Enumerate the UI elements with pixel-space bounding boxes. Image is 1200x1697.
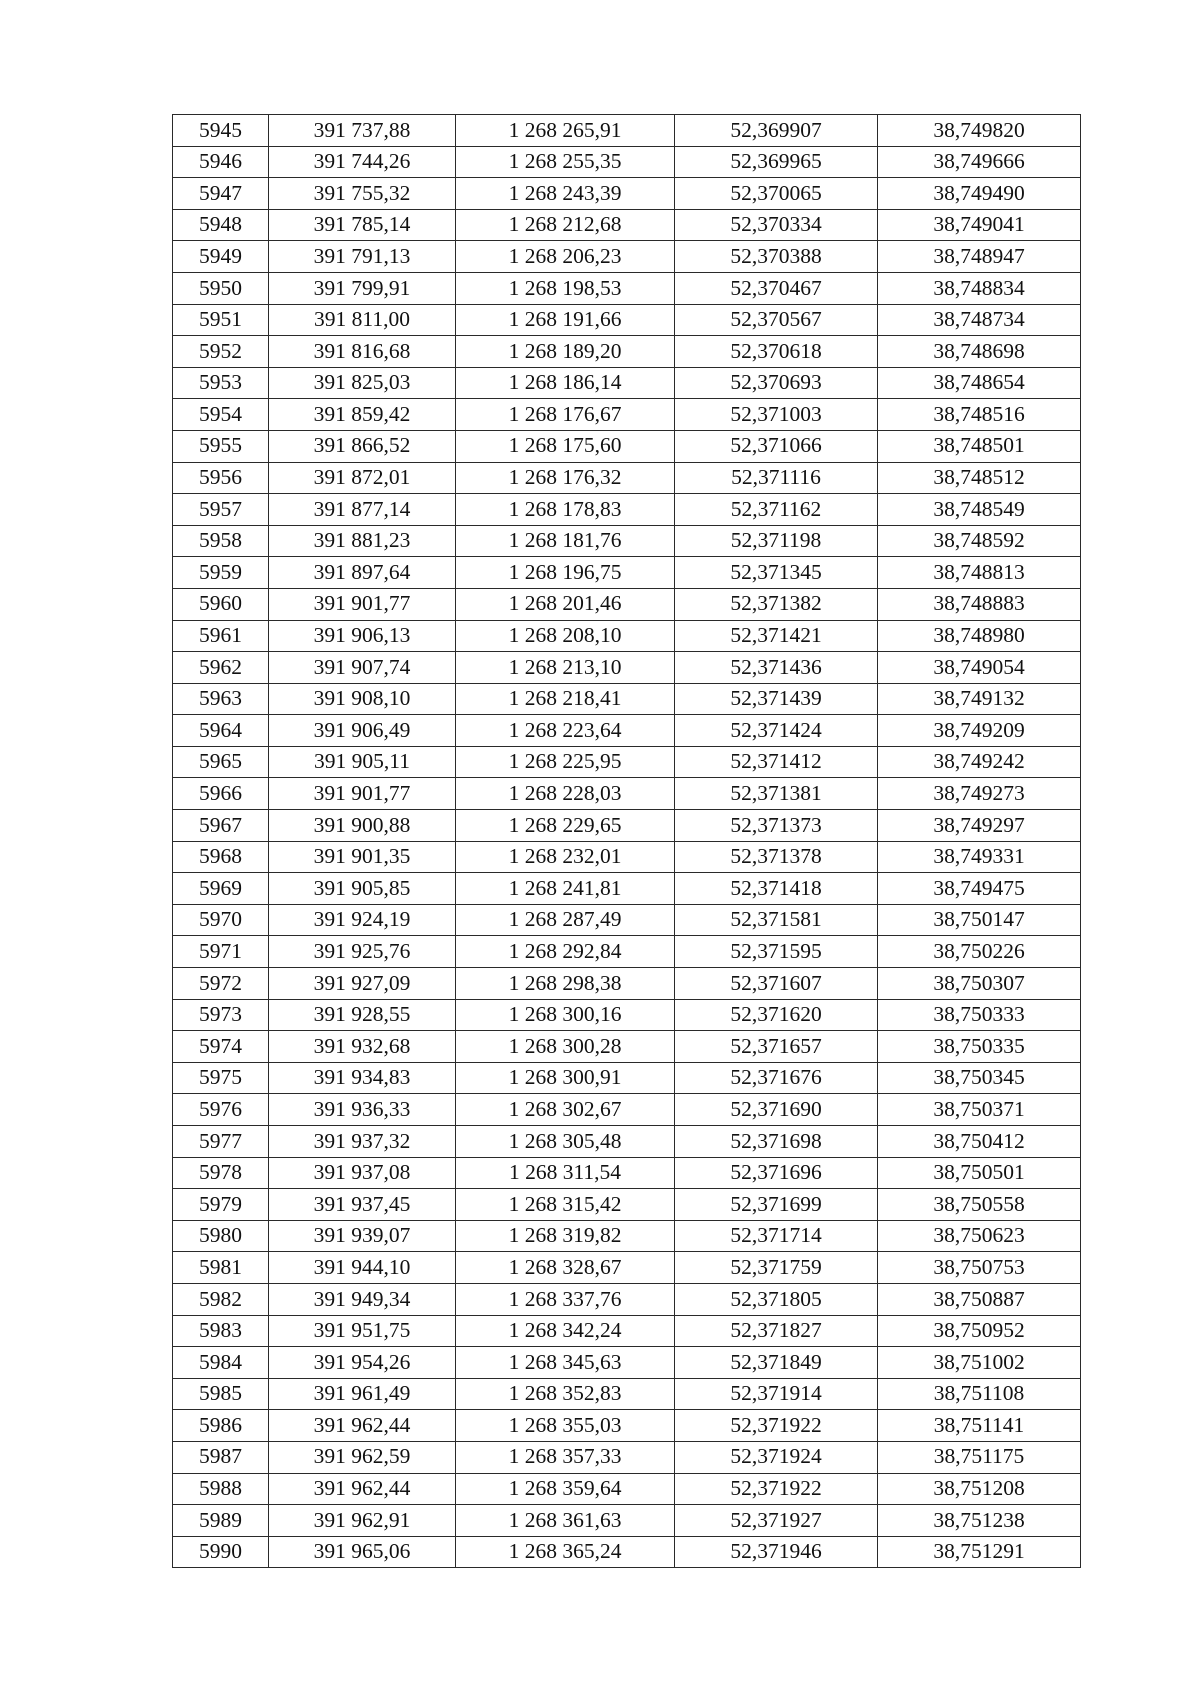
table-row	[173, 683, 1081, 715]
table-row	[173, 1536, 1081, 1568]
table-row	[173, 1157, 1081, 1189]
table-row	[173, 841, 1081, 873]
latitude-cell: 52,371198	[675, 525, 878, 557]
latitude-cell: 52,371698	[675, 1126, 878, 1158]
longitude-cell: 38,748734	[878, 304, 1081, 336]
latitude-cell: 52,370065	[675, 178, 878, 210]
longitude-cell: 38,751108	[878, 1378, 1081, 1410]
table-row	[173, 1031, 1081, 1063]
x-coordinate-cell: 391 936,33	[269, 1094, 456, 1126]
point-number-cell: 5989	[173, 1505, 269, 1537]
point-number-cell: 5973	[173, 999, 269, 1031]
y-coordinate-cell: 1 268 365,24	[456, 1536, 675, 1568]
latitude-cell: 52,371927	[675, 1505, 878, 1537]
table-row	[173, 968, 1081, 1000]
point-number-cell: 5962	[173, 652, 269, 684]
y-coordinate-cell: 1 268 191,66	[456, 304, 675, 336]
latitude-cell: 52,371849	[675, 1347, 878, 1379]
table-row	[173, 1094, 1081, 1126]
x-coordinate-cell: 391 901,77	[269, 778, 456, 810]
x-coordinate-cell: 391 859,42	[269, 399, 456, 431]
x-coordinate-cell: 391 962,44	[269, 1473, 456, 1505]
table-row	[173, 272, 1081, 304]
point-number-cell: 5947	[173, 178, 269, 210]
coordinates-table	[172, 114, 1081, 1568]
y-coordinate-cell: 1 268 243,39	[456, 178, 675, 210]
x-coordinate-cell: 391 881,23	[269, 525, 456, 557]
point-number-cell: 5984	[173, 1347, 269, 1379]
x-coordinate-cell: 391 901,35	[269, 841, 456, 873]
table-row	[173, 778, 1081, 810]
table-row	[173, 1315, 1081, 1347]
longitude-cell: 38,748512	[878, 462, 1081, 494]
x-coordinate-cell: 391 937,32	[269, 1126, 456, 1158]
y-coordinate-cell: 1 268 287,49	[456, 904, 675, 936]
y-coordinate-cell: 1 268 241,81	[456, 873, 675, 905]
x-coordinate-cell: 391 908,10	[269, 683, 456, 715]
longitude-cell: 38,748698	[878, 336, 1081, 368]
y-coordinate-cell: 1 268 206,23	[456, 241, 675, 273]
longitude-cell: 38,751175	[878, 1441, 1081, 1473]
longitude-cell: 38,751291	[878, 1536, 1081, 1568]
y-coordinate-cell: 1 268 212,68	[456, 209, 675, 241]
y-coordinate-cell: 1 268 315,42	[456, 1189, 675, 1221]
x-coordinate-cell: 391 924,19	[269, 904, 456, 936]
point-number-cell: 5971	[173, 936, 269, 968]
y-coordinate-cell: 1 268 178,83	[456, 494, 675, 526]
table-row	[173, 746, 1081, 778]
x-coordinate-cell: 391 755,32	[269, 178, 456, 210]
point-number-cell: 5986	[173, 1410, 269, 1442]
longitude-cell: 38,749666	[878, 146, 1081, 178]
table-row	[173, 115, 1081, 147]
longitude-cell: 38,749297	[878, 810, 1081, 842]
x-coordinate-cell: 391 944,10	[269, 1252, 456, 1284]
latitude-cell: 52,371412	[675, 746, 878, 778]
point-number-cell: 5977	[173, 1126, 269, 1158]
y-coordinate-cell: 1 268 196,75	[456, 557, 675, 589]
longitude-cell: 38,749041	[878, 209, 1081, 241]
point-number-cell: 5975	[173, 1062, 269, 1094]
latitude-cell: 52,371595	[675, 936, 878, 968]
point-number-cell: 5980	[173, 1220, 269, 1252]
point-number-cell: 5951	[173, 304, 269, 336]
x-coordinate-cell: 391 949,34	[269, 1283, 456, 1315]
table-row	[173, 588, 1081, 620]
table-row	[173, 557, 1081, 589]
y-coordinate-cell: 1 268 302,67	[456, 1094, 675, 1126]
longitude-cell: 38,750952	[878, 1315, 1081, 1347]
x-coordinate-cell: 391 939,07	[269, 1220, 456, 1252]
longitude-cell: 38,750345	[878, 1062, 1081, 1094]
y-coordinate-cell: 1 268 361,63	[456, 1505, 675, 1537]
point-number-cell: 5987	[173, 1441, 269, 1473]
table-row	[173, 810, 1081, 842]
longitude-cell: 38,749475	[878, 873, 1081, 905]
y-coordinate-cell: 1 268 300,91	[456, 1062, 675, 1094]
y-coordinate-cell: 1 268 300,28	[456, 1031, 675, 1063]
latitude-cell: 52,370467	[675, 272, 878, 304]
longitude-cell: 38,750558	[878, 1189, 1081, 1221]
y-coordinate-cell: 1 268 175,60	[456, 430, 675, 462]
point-number-cell: 5968	[173, 841, 269, 873]
y-coordinate-cell: 1 268 300,16	[456, 999, 675, 1031]
y-coordinate-cell: 1 268 225,95	[456, 746, 675, 778]
longitude-cell: 38,750412	[878, 1126, 1081, 1158]
longitude-cell: 38,748592	[878, 525, 1081, 557]
y-coordinate-cell: 1 268 298,38	[456, 968, 675, 1000]
table-row	[173, 1189, 1081, 1221]
point-number-cell: 5967	[173, 810, 269, 842]
y-coordinate-cell: 1 268 176,32	[456, 462, 675, 494]
table-row	[173, 652, 1081, 684]
x-coordinate-cell: 391 811,00	[269, 304, 456, 336]
y-coordinate-cell: 1 268 213,10	[456, 652, 675, 684]
longitude-cell: 38,748549	[878, 494, 1081, 526]
point-number-cell: 5964	[173, 715, 269, 747]
longitude-cell: 38,750147	[878, 904, 1081, 936]
table-row	[173, 1347, 1081, 1379]
point-number-cell: 5960	[173, 588, 269, 620]
x-coordinate-cell: 391 744,26	[269, 146, 456, 178]
latitude-cell: 52,370567	[675, 304, 878, 336]
latitude-cell: 52,371378	[675, 841, 878, 873]
table-row	[173, 178, 1081, 210]
latitude-cell: 52,371581	[675, 904, 878, 936]
point-number-cell: 5985	[173, 1378, 269, 1410]
point-number-cell: 5982	[173, 1283, 269, 1315]
table-row	[173, 1473, 1081, 1505]
point-number-cell: 5970	[173, 904, 269, 936]
longitude-cell: 38,749132	[878, 683, 1081, 715]
y-coordinate-cell: 1 268 311,54	[456, 1157, 675, 1189]
table-row	[173, 715, 1081, 747]
latitude-cell: 52,371690	[675, 1094, 878, 1126]
latitude-cell: 52,371607	[675, 968, 878, 1000]
longitude-cell: 38,748516	[878, 399, 1081, 431]
point-number-cell: 5950	[173, 272, 269, 304]
y-coordinate-cell: 1 268 223,64	[456, 715, 675, 747]
y-coordinate-cell: 1 268 218,41	[456, 683, 675, 715]
y-coordinate-cell: 1 268 342,24	[456, 1315, 675, 1347]
y-coordinate-cell: 1 268 181,76	[456, 525, 675, 557]
x-coordinate-cell: 391 951,75	[269, 1315, 456, 1347]
point-number-cell: 5958	[173, 525, 269, 557]
y-coordinate-cell: 1 268 355,03	[456, 1410, 675, 1442]
latitude-cell: 52,371805	[675, 1283, 878, 1315]
table-row	[173, 936, 1081, 968]
table-row	[173, 399, 1081, 431]
latitude-cell: 52,371620	[675, 999, 878, 1031]
x-coordinate-cell: 391 962,91	[269, 1505, 456, 1537]
table-row	[173, 494, 1081, 526]
latitude-cell: 52,371699	[675, 1189, 878, 1221]
latitude-cell: 52,371439	[675, 683, 878, 715]
longitude-cell: 38,749273	[878, 778, 1081, 810]
x-coordinate-cell: 391 932,68	[269, 1031, 456, 1063]
point-number-cell: 5956	[173, 462, 269, 494]
longitude-cell: 38,748980	[878, 620, 1081, 652]
table-row	[173, 1283, 1081, 1315]
point-number-cell: 5946	[173, 146, 269, 178]
y-coordinate-cell: 1 268 345,63	[456, 1347, 675, 1379]
x-coordinate-cell: 391 872,01	[269, 462, 456, 494]
latitude-cell: 52,371162	[675, 494, 878, 526]
longitude-cell: 38,750307	[878, 968, 1081, 1000]
x-coordinate-cell: 391 866,52	[269, 430, 456, 462]
point-number-cell: 5983	[173, 1315, 269, 1347]
table-row	[173, 873, 1081, 905]
point-number-cell: 5966	[173, 778, 269, 810]
longitude-cell: 38,750335	[878, 1031, 1081, 1063]
y-coordinate-cell: 1 268 265,91	[456, 115, 675, 147]
longitude-cell: 38,749242	[878, 746, 1081, 778]
longitude-cell: 38,748813	[878, 557, 1081, 589]
point-number-cell: 5957	[173, 494, 269, 526]
point-number-cell: 5953	[173, 367, 269, 399]
latitude-cell: 52,371946	[675, 1536, 878, 1568]
latitude-cell: 52,369907	[675, 115, 878, 147]
y-coordinate-cell: 1 268 189,20	[456, 336, 675, 368]
point-number-cell: 5979	[173, 1189, 269, 1221]
table-row	[173, 1220, 1081, 1252]
point-number-cell: 5972	[173, 968, 269, 1000]
latitude-cell: 52,371676	[675, 1062, 878, 1094]
y-coordinate-cell: 1 268 352,83	[456, 1378, 675, 1410]
longitude-cell: 38,750753	[878, 1252, 1081, 1284]
table-row	[173, 999, 1081, 1031]
x-coordinate-cell: 391 877,14	[269, 494, 456, 526]
x-coordinate-cell: 391 937,45	[269, 1189, 456, 1221]
x-coordinate-cell: 391 962,44	[269, 1410, 456, 1442]
latitude-cell: 52,371922	[675, 1410, 878, 1442]
point-number-cell: 5974	[173, 1031, 269, 1063]
longitude-cell: 38,750226	[878, 936, 1081, 968]
longitude-cell: 38,750501	[878, 1157, 1081, 1189]
x-coordinate-cell: 391 791,13	[269, 241, 456, 273]
latitude-cell: 52,371714	[675, 1220, 878, 1252]
longitude-cell: 38,749490	[878, 178, 1081, 210]
latitude-cell: 52,371381	[675, 778, 878, 810]
x-coordinate-cell: 391 901,77	[269, 588, 456, 620]
latitude-cell: 52,371914	[675, 1378, 878, 1410]
y-coordinate-cell: 1 268 328,67	[456, 1252, 675, 1284]
longitude-cell: 38,748654	[878, 367, 1081, 399]
latitude-cell: 52,371116	[675, 462, 878, 494]
latitude-cell: 52,370618	[675, 336, 878, 368]
longitude-cell: 38,749820	[878, 115, 1081, 147]
y-coordinate-cell: 1 268 176,67	[456, 399, 675, 431]
latitude-cell: 52,370693	[675, 367, 878, 399]
x-coordinate-cell: 391 928,55	[269, 999, 456, 1031]
point-number-cell: 5952	[173, 336, 269, 368]
y-coordinate-cell: 1 268 255,35	[456, 146, 675, 178]
table-row	[173, 1410, 1081, 1442]
x-coordinate-cell: 391 907,74	[269, 652, 456, 684]
table-row	[173, 430, 1081, 462]
y-coordinate-cell: 1 268 337,76	[456, 1283, 675, 1315]
y-coordinate-cell: 1 268 186,14	[456, 367, 675, 399]
longitude-cell: 38,749331	[878, 841, 1081, 873]
latitude-cell: 52,371003	[675, 399, 878, 431]
point-number-cell: 5961	[173, 620, 269, 652]
x-coordinate-cell: 391 927,09	[269, 968, 456, 1000]
longitude-cell: 38,750371	[878, 1094, 1081, 1126]
latitude-cell: 52,371922	[675, 1473, 878, 1505]
x-coordinate-cell: 391 965,06	[269, 1536, 456, 1568]
latitude-cell: 52,371382	[675, 588, 878, 620]
longitude-cell: 38,750623	[878, 1220, 1081, 1252]
x-coordinate-cell: 391 905,11	[269, 746, 456, 778]
longitude-cell: 38,751002	[878, 1347, 1081, 1379]
latitude-cell: 52,370334	[675, 209, 878, 241]
point-number-cell: 5948	[173, 209, 269, 241]
latitude-cell: 52,369965	[675, 146, 878, 178]
latitude-cell: 52,371696	[675, 1157, 878, 1189]
point-number-cell: 5955	[173, 430, 269, 462]
table-row	[173, 146, 1081, 178]
point-number-cell: 5988	[173, 1473, 269, 1505]
latitude-cell: 52,371424	[675, 715, 878, 747]
longitude-cell: 38,748834	[878, 272, 1081, 304]
table-row	[173, 462, 1081, 494]
latitude-cell: 52,371345	[675, 557, 878, 589]
y-coordinate-cell: 1 268 232,01	[456, 841, 675, 873]
latitude-cell: 52,371924	[675, 1441, 878, 1473]
longitude-cell: 38,750887	[878, 1283, 1081, 1315]
longitude-cell: 38,751208	[878, 1473, 1081, 1505]
latitude-cell: 52,371066	[675, 430, 878, 462]
longitude-cell: 38,748947	[878, 241, 1081, 273]
y-coordinate-cell: 1 268 305,48	[456, 1126, 675, 1158]
x-coordinate-cell: 391 962,59	[269, 1441, 456, 1473]
point-number-cell: 5949	[173, 241, 269, 273]
longitude-cell: 38,749209	[878, 715, 1081, 747]
longitude-cell: 38,751141	[878, 1410, 1081, 1442]
point-number-cell: 5963	[173, 683, 269, 715]
table-row	[173, 1505, 1081, 1537]
latitude-cell: 52,370388	[675, 241, 878, 273]
table-row	[173, 1441, 1081, 1473]
y-coordinate-cell: 1 268 359,64	[456, 1473, 675, 1505]
latitude-cell: 52,371657	[675, 1031, 878, 1063]
table-row	[173, 1126, 1081, 1158]
table-row	[173, 209, 1081, 241]
x-coordinate-cell: 391 816,68	[269, 336, 456, 368]
y-coordinate-cell: 1 268 319,82	[456, 1220, 675, 1252]
x-coordinate-cell: 391 905,85	[269, 873, 456, 905]
point-number-cell: 5981	[173, 1252, 269, 1284]
latitude-cell: 52,371759	[675, 1252, 878, 1284]
coordinates-table-body	[173, 115, 1081, 1568]
point-number-cell: 5969	[173, 873, 269, 905]
x-coordinate-cell: 391 961,49	[269, 1378, 456, 1410]
longitude-cell: 38,751238	[878, 1505, 1081, 1537]
table-row	[173, 304, 1081, 336]
x-coordinate-cell: 391 825,03	[269, 367, 456, 399]
point-number-cell: 5990	[173, 1536, 269, 1568]
table-row	[173, 904, 1081, 936]
x-coordinate-cell: 391 937,08	[269, 1157, 456, 1189]
longitude-cell: 38,748501	[878, 430, 1081, 462]
table-row	[173, 367, 1081, 399]
point-number-cell: 5959	[173, 557, 269, 589]
table-row	[173, 620, 1081, 652]
y-coordinate-cell: 1 268 198,53	[456, 272, 675, 304]
x-coordinate-cell: 391 737,88	[269, 115, 456, 147]
longitude-cell: 38,750333	[878, 999, 1081, 1031]
table-row	[173, 336, 1081, 368]
y-coordinate-cell: 1 268 228,03	[456, 778, 675, 810]
table-row	[173, 1252, 1081, 1284]
x-coordinate-cell: 391 934,83	[269, 1062, 456, 1094]
latitude-cell: 52,371418	[675, 873, 878, 905]
x-coordinate-cell: 391 906,49	[269, 715, 456, 747]
table-row	[173, 241, 1081, 273]
point-number-cell: 5954	[173, 399, 269, 431]
y-coordinate-cell: 1 268 357,33	[456, 1441, 675, 1473]
point-number-cell: 5965	[173, 746, 269, 778]
y-coordinate-cell: 1 268 292,84	[456, 936, 675, 968]
point-number-cell: 5976	[173, 1094, 269, 1126]
y-coordinate-cell: 1 268 229,65	[456, 810, 675, 842]
latitude-cell: 52,371436	[675, 652, 878, 684]
table-row	[173, 1378, 1081, 1410]
x-coordinate-cell: 391 785,14	[269, 209, 456, 241]
longitude-cell: 38,749054	[878, 652, 1081, 684]
table-row	[173, 525, 1081, 557]
x-coordinate-cell: 391 900,88	[269, 810, 456, 842]
latitude-cell: 52,371421	[675, 620, 878, 652]
point-number-cell: 5945	[173, 115, 269, 147]
y-coordinate-cell: 1 268 208,10	[456, 620, 675, 652]
x-coordinate-cell: 391 897,64	[269, 557, 456, 589]
x-coordinate-cell: 391 799,91	[269, 272, 456, 304]
latitude-cell: 52,371373	[675, 810, 878, 842]
x-coordinate-cell: 391 906,13	[269, 620, 456, 652]
table-row	[173, 1062, 1081, 1094]
latitude-cell: 52,371827	[675, 1315, 878, 1347]
longitude-cell: 38,748883	[878, 588, 1081, 620]
x-coordinate-cell: 391 925,76	[269, 936, 456, 968]
x-coordinate-cell: 391 954,26	[269, 1347, 456, 1379]
point-number-cell: 5978	[173, 1157, 269, 1189]
y-coordinate-cell: 1 268 201,46	[456, 588, 675, 620]
